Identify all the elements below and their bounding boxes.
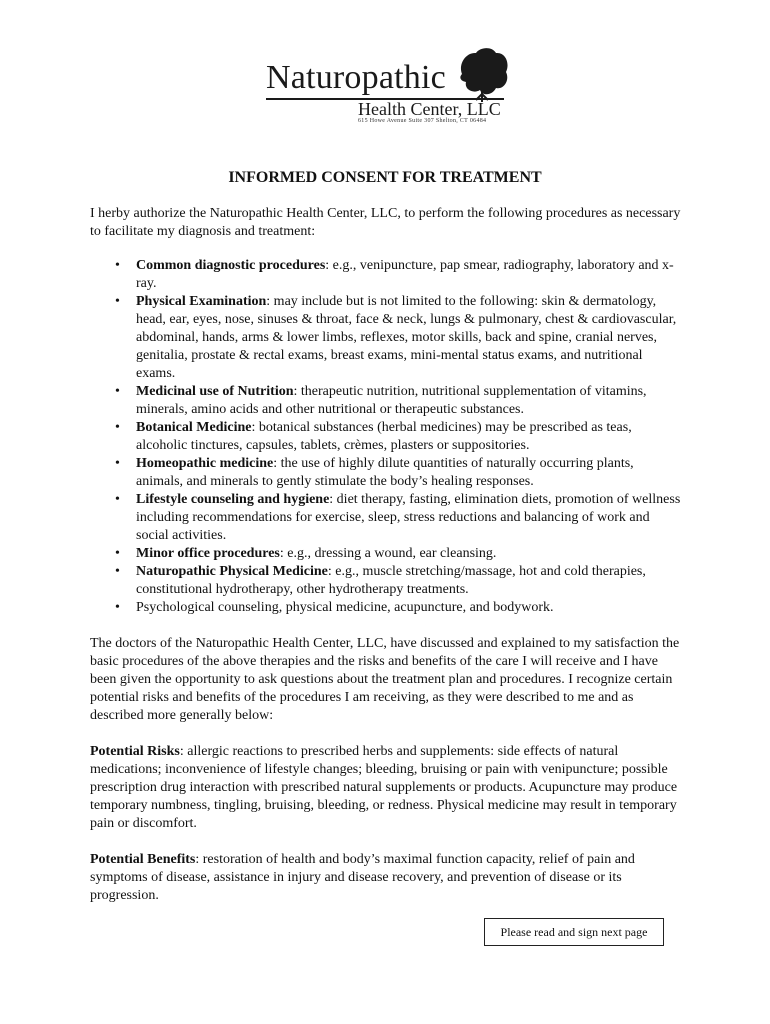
procedure-description: : may include but is not limited to the following: skin & dermatology, head, ear, eyes, nose, sinuses & throat, face & neck, lungs & pulmonary, chest & cardiovascular, abdominal, hands, arms & lower limbs, reflexes, motor skills, back and spine, cranial nerves, genitalia, prostate & rectal exams, breast exams, mini-mental status exams, and nutritional exams. [136,294,677,381]
procedure-term: Lifestyle counseling and hygiene [136,492,330,507]
benefits-paragraph [90,851,682,905]
document-title: INFORMED CONSENT FOR TREATMENT [228,169,542,186]
procedure-term: Medicinal use of Nutrition [136,384,294,399]
procedure-description: : diet therapy, fasting, elimination diets, promotion of wellness including recommendations for exercise, sleep, stress reductions and balancing of work and social activities. [136,492,681,543]
procedure-term: Naturopathic Physical Medicine [136,564,328,579]
procedure-description: Psychological counseling, physical medicine, acupuncture, and bodywork. [136,600,554,615]
procedure-item [136,545,682,563]
procedures-list [90,257,682,617]
clinic-logo [262,44,522,124]
logo-name: Naturopathic [266,59,446,96]
benefits-text: : restoration of health and body’s maximal function capacity, relief of pain and symptoms of disease, assistance in injury and disease recovery, and prevention of disease or its progression. [90,852,635,903]
procedure-term: Physical Examination [136,294,267,309]
procedure-item [136,257,682,293]
procedure-description: : the use of highly dilute quantities of naturally occurring plants, animals, and minerals to gently stimulate the body’s healing responses. [136,456,634,489]
benefits-label: Potential Benefits [90,852,196,867]
procedure-description: : therapeutic nutrition, nutritional supplementation of vitamins, minerals, amino acids and other nutritional or therapeutic substances. [136,384,647,417]
procedure-description: : botanical substances (herbal medicines) may be prescribed as teas, alcoholic tinctures, capsules, tablets, crèmes, plasters or suppositories. [136,420,632,453]
logo-subname: Health Center, LLC [358,99,501,119]
procedure-term: Botanical Medicine [136,420,252,435]
tree-logo-icon [452,44,512,104]
procedure-term: Homeopathic medicine [136,456,274,471]
procedure-item [136,455,682,491]
risks-label: Potential Risks [90,744,180,759]
risks-paragraph [90,743,682,833]
procedure-item [136,599,682,617]
document-body [90,205,682,923]
procedure-item [136,419,682,455]
procedure-description: : e.g., muscle stretching/massage, hot and cold therapies, constitutional hydrotherapy, other hydrotherapy treatments. [136,564,646,597]
procedure-item [136,563,682,599]
logo-address: 615 Howe Avenue Suite 307 Shelton, CT 06484 [358,118,487,124]
procedure-term: Minor office procedures [136,546,280,561]
procedure-term: Common diagnostic procedures [136,258,326,273]
discussion-paragraph: The doctors of the Naturopathic Health Center, LLC, have discussed and explained to my satisfaction the basic procedures of the above therapies and the risks and benefits of the care I will receive and I have been given the opportunity to ask questions about the treatment plan and procedures. I recognize certain potential risks and benefits of the procedures I am receiving, as they were described to me and as described more generally below: [90,636,680,723]
procedure-item [136,293,682,383]
intro-paragraph: I herby authorize the Naturopathic Health Center, LLC, to perform the following procedures as necessary to facilitate my diagnosis and treatment: [90,206,681,239]
procedure-item [136,383,682,419]
procedure-description: : e.g., venipuncture, pap smear, radiography, laboratory and x-ray. [136,258,674,291]
procedure-item [136,491,682,545]
risks-text: : allergic reactions to prescribed herbs and supplements: side effects of natural medications; inconvenience of lifestyle changes; bleeding, bruising or pain with venipuncture; possible prescription drug interaction with prescribed natural supplements or products. Acupuncture may produce temporary numbness, tingling, bruising, bleeding, or redness. Physical medicine may result in temporary pain or discomfort. [90,744,678,831]
procedure-description: : e.g., dressing a wound, ear cleansing. [279,546,497,561]
sign-next-page-notice: Please read and sign next page [484,918,664,946]
